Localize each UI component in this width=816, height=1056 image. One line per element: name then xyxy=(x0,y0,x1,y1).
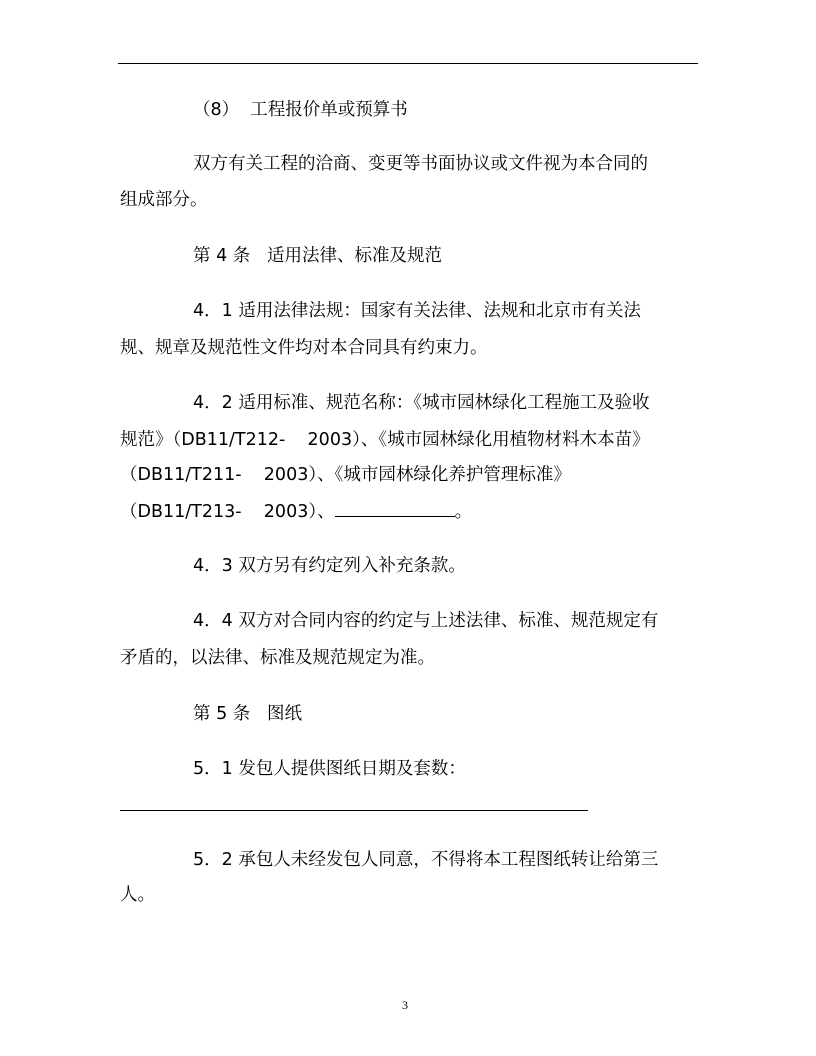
clause-4-3: 4．3 双方另有约定列入补充条款。 xyxy=(193,556,466,576)
clause-4-1-line: 规、规章及规范性文件均对本合同具有约束力。 xyxy=(120,338,488,358)
clause-4-4-line: 矛盾的，以法律、标准及规范规定为准。 xyxy=(120,648,435,668)
blank-fill-line xyxy=(335,500,455,517)
page-number: 3 xyxy=(402,998,408,1012)
clause-4-2-line: 规范》（DB11/T212- 2003）、《城市园林绿化用植物材料木本苗》 xyxy=(120,430,650,450)
clause-4-2-line: 4．2 适用标准、规范名称：《城市园林绿化工程施工及验收 xyxy=(193,393,650,413)
clause-4-4-line: 4．4 双方对合同内容的约定与上述法律、标准、规范规定有 xyxy=(193,611,659,631)
item-8: （8） 工程报价单或预算书 xyxy=(193,100,408,120)
header-rule xyxy=(118,63,698,64)
paragraph-line: 双方有关工程的洽商、变更等书面协议或文件视为本合同的 xyxy=(193,154,648,174)
clause-4-2-text: （DB11/T213- 2003）、 xyxy=(120,502,335,522)
clause-5-2-line: 人。 xyxy=(120,885,155,905)
article-4-title: 第 4 条 适用法律、标准及规范 xyxy=(193,246,442,266)
clause-5-1: 5．1 发包人提供图纸日期及套数： xyxy=(193,759,466,779)
blank-answer-line xyxy=(120,810,588,811)
clause-4-2-line xyxy=(120,500,472,523)
clause-4-1-line: 4．1 适用法律法规：国家有关法律、法规和北京市有关法 xyxy=(193,301,641,321)
clause-5-2-line: 5．2 承包人未经发包人同意，不得将本工程图纸转让给第三 xyxy=(193,850,659,870)
article-5-title: 第 5 条 图纸 xyxy=(193,704,302,724)
paragraph-line: 组成部分。 xyxy=(120,190,208,210)
clause-4-2-end: 。 xyxy=(454,502,473,522)
clause-4-2-line: （DB11/T211- 2003）、《城市园林绿化养护管理标准》 xyxy=(120,465,571,485)
